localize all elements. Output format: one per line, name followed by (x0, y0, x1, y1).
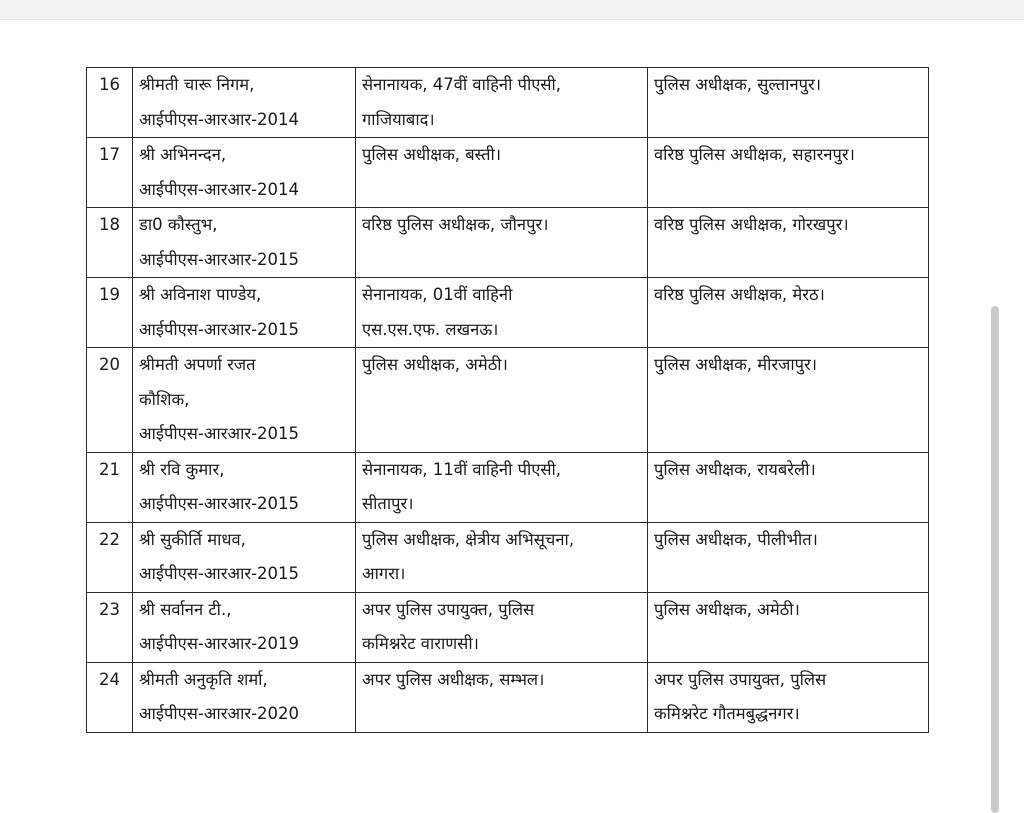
officer-name-cell (133, 592, 356, 662)
cell-text-line: पुलिस अधीक्षक, पीलीभीत। (654, 529, 818, 549)
cell-text-line: वरिष्ठ पुलिस अधीक्षक, जौनपुर। (362, 215, 549, 234)
current-posting-cell (356, 68, 648, 138)
cell-text-line: पुलिस अधीक्षक, रायबरेली। (654, 459, 816, 479)
serial-number: 17 (87, 138, 133, 208)
cell-text-line: आईपीएस-आरआर-2019 (139, 634, 300, 653)
new-posting-cell (648, 452, 929, 522)
current-posting-cell (356, 592, 648, 662)
cell-text-line: आईपीएस-आरआर-2015 (139, 424, 300, 443)
cell-text-line: डा0 कौस्तुभ, (139, 215, 218, 234)
cell-text-line: श्री अभिनन्दन, (139, 145, 227, 164)
cell-text-line: सेनानायक, 01वीं वाहिनी (362, 285, 513, 304)
new-posting-cell (648, 138, 929, 208)
document-page (0, 20, 1024, 813)
current-posting-cell (356, 452, 648, 522)
officer-name-cell (133, 348, 356, 453)
new-posting-cell (648, 348, 929, 453)
officer-name-cell (133, 522, 356, 592)
new-posting-cell (648, 522, 929, 592)
cell-text-line: वरिष्ठ पुलिस अधीक्षक, गोरखपुर। (654, 215, 849, 234)
current-posting-cell (356, 208, 648, 278)
officer-name-cell (133, 278, 356, 348)
cell-text-line: श्री सुकीर्ति माधव, (139, 529, 246, 549)
cell-text-line: आगरा। (362, 564, 406, 583)
table-row (87, 138, 929, 208)
cell-text-line: आईपीएस-आरआर-2015 (139, 319, 300, 339)
table-row (87, 452, 929, 522)
cell-text-line: पुलिस अधीक्षक, सुल्तानपुर। (654, 75, 821, 94)
serial-number: 16 (87, 68, 133, 138)
cell-text-line: वरिष्ठ पुलिस अधीक्षक, मेरठ। (654, 285, 825, 304)
serial-number: 22 (87, 522, 133, 592)
cell-text-line: आईपीएस-आरआर-2020 (139, 704, 300, 723)
cell-text-line: कमिश्नरेट वाराणसी। (362, 634, 479, 653)
cell-text-line: आईपीएस-आरआर-2015 (139, 564, 300, 583)
table-row (87, 208, 929, 278)
cell-text-line: आईपीएस-आरआर-2015 (139, 494, 300, 513)
cell-text-line: आईपीएस-आरआर-2014 (139, 109, 300, 129)
cell-text-line: कौशिक, (139, 389, 190, 409)
new-posting-cell (648, 278, 929, 348)
cell-text-line: सीतापुर। (362, 494, 414, 513)
transfer-table (86, 67, 929, 733)
viewer-toolbar (0, 0, 1024, 20)
serial-number: 19 (87, 278, 133, 348)
officer-name-cell (133, 662, 356, 732)
cell-text-line: पुलिस अधीक्षक, अमेठी। (362, 355, 508, 374)
cell-text-line: श्री अविनाश पाण्डेय, (139, 285, 262, 304)
current-posting-cell (356, 348, 648, 453)
cell-text-line: श्री रवि कुमार, (139, 459, 225, 479)
cell-text-line: आईपीएस-आरआर-2015 (139, 249, 300, 269)
officer-name-cell (133, 208, 356, 278)
new-posting-cell (648, 208, 929, 278)
cell-text-line: अपर पुलिस उपायुक्त, पुलिस (654, 669, 827, 689)
serial-number: 20 (87, 348, 133, 453)
table-row (87, 522, 929, 592)
cell-text-line: श्रीमती अनुकृति शर्मा, (139, 669, 268, 689)
cell-text-line: कमिश्नरेट गौतमबुद्धनगर। (654, 704, 800, 723)
cell-text-line: वरिष्ठ पुलिस अधीक्षक, सहारनपुर। (654, 145, 855, 164)
current-posting-cell (356, 278, 648, 348)
cell-text-line: श्रीमती अपर्णा रजत (139, 355, 256, 374)
officer-name-cell (133, 452, 356, 522)
table-row (87, 662, 929, 732)
current-posting-cell (356, 138, 648, 208)
transfer-table-body (87, 68, 929, 733)
cell-text-line: आईपीएस-आरआर-2014 (139, 179, 300, 199)
cell-text-line: अपर पुलिस अधीक्षक, सम्भल। (362, 669, 545, 689)
cell-text-line: सेनानायक, 11वीं वाहिनी पीएसी, (362, 459, 562, 479)
cell-text-line: श्री सर्वानन टी., (139, 599, 232, 619)
current-posting-cell (356, 522, 648, 592)
serial-number: 23 (87, 592, 133, 662)
cell-text-line: पुलिस अधीक्षक, बस्ती। (362, 145, 502, 164)
cell-text-line: पुलिस अधीक्षक, मीरजापुर। (654, 355, 818, 374)
cell-text-line: सेनानायक, 47वीं वाहिनी पीएसी, (362, 75, 562, 94)
vertical-scrollbar[interactable] (991, 306, 999, 813)
cell-text-line: एस.एस.एफ. लखनऊ। (362, 319, 499, 339)
serial-number: 18 (87, 208, 133, 278)
new-posting-cell (648, 592, 929, 662)
table-row (87, 592, 929, 662)
cell-text-line: अपर पुलिस उपायुक्त, पुलिस (362, 599, 535, 619)
current-posting-cell (356, 662, 648, 732)
officer-name-cell (133, 138, 356, 208)
serial-number: 21 (87, 452, 133, 522)
serial-number: 24 (87, 662, 133, 732)
table-row (87, 278, 929, 348)
new-posting-cell (648, 662, 929, 732)
cell-text-line: श्रीमती चारू निगम, (139, 75, 255, 94)
cell-text-line: पुलिस अधीक्षक, क्षेत्रीय अभिसूचना, (362, 529, 575, 549)
table-row (87, 348, 929, 453)
new-posting-cell (648, 68, 929, 138)
officer-name-cell (133, 68, 356, 138)
table-row (87, 68, 929, 138)
cell-text-line: पुलिस अधीक्षक, अमेठी। (654, 599, 800, 619)
cell-text-line: गाजियाबाद। (362, 109, 435, 129)
